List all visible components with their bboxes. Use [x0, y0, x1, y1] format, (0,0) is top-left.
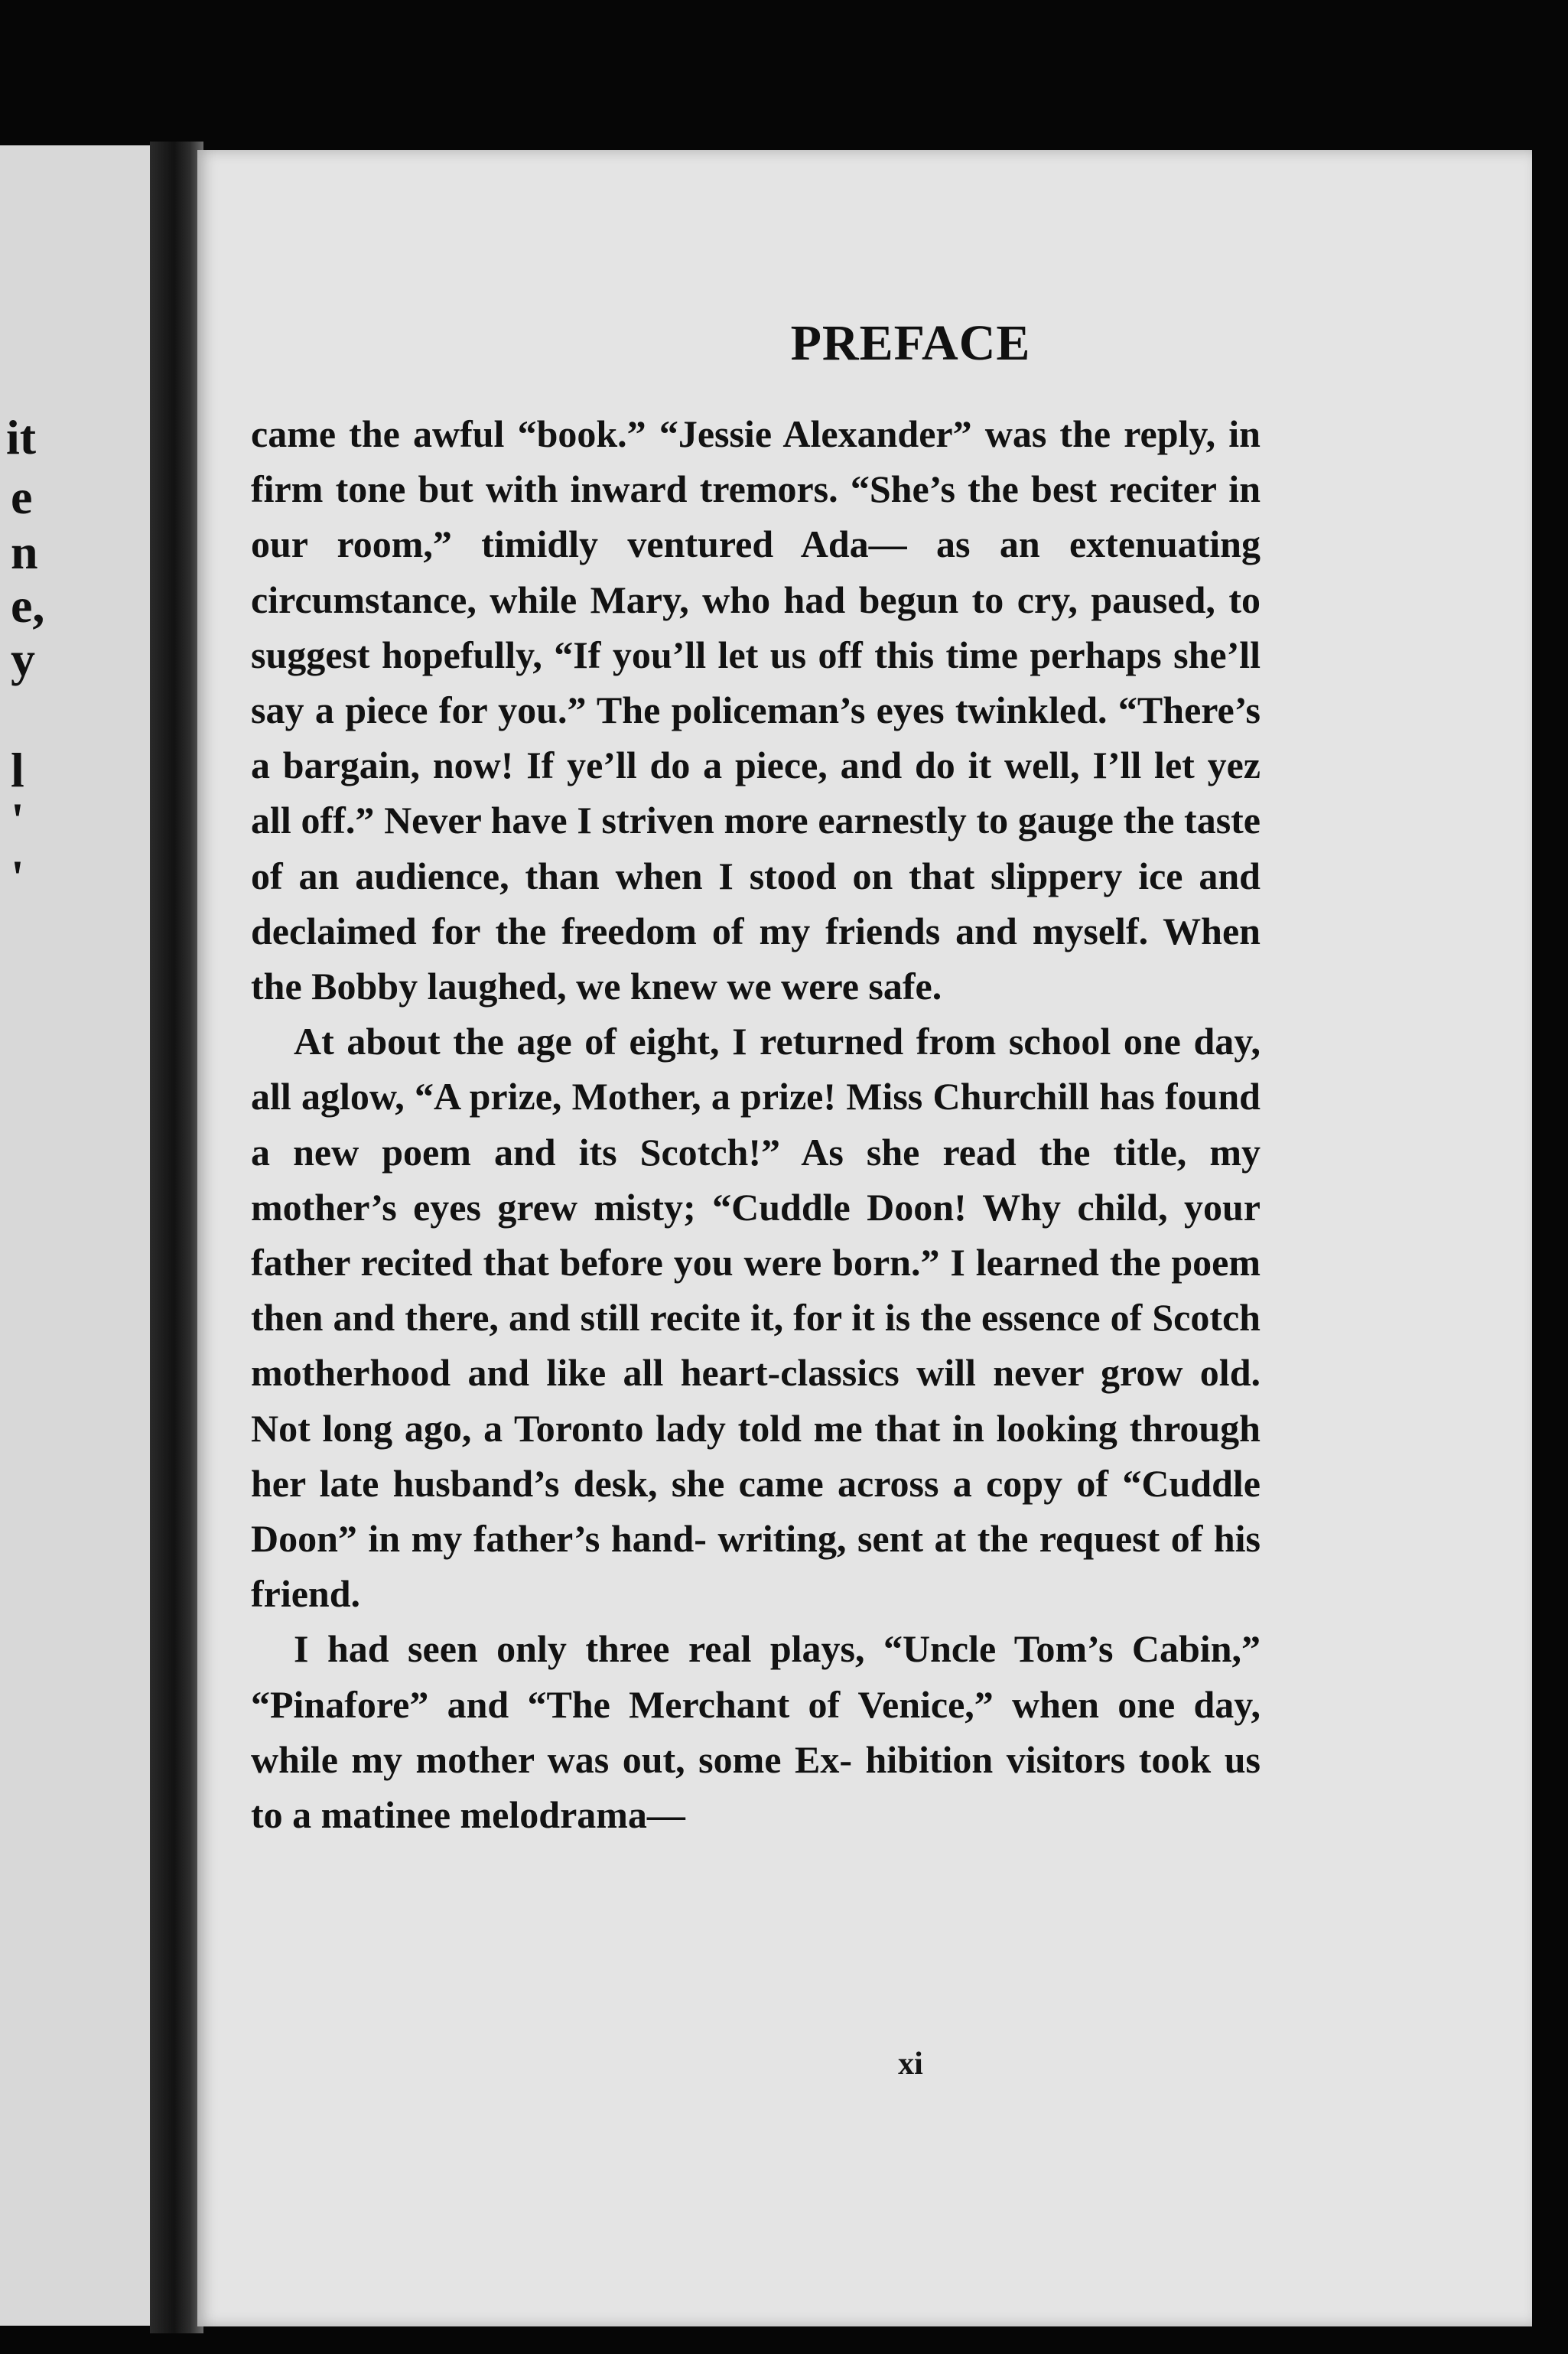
left-page-fragment: '	[11, 850, 24, 904]
left-page-fragment: it	[6, 410, 37, 464]
left-page-edge	[0, 145, 157, 2326]
body-text	[251, 406, 1261, 1842]
book-page	[197, 150, 1532, 2326]
left-page-fragment: y	[11, 632, 35, 686]
page-heading: PREFACE	[790, 315, 1031, 371]
left-page-fragment: e,	[11, 578, 45, 633]
left-page-fragment: n	[11, 525, 38, 579]
paragraph-3: I had seen only three real plays, “Uncle Tom’s Cabin,” “Pinafore” and “The Merchant of Venice,” when one day, while my mother was out, some Ex- hibition visitors took us to a matinee melodrama—	[251, 1627, 1261, 1837]
page-number: xi	[898, 2046, 923, 2082]
paragraph-2: At about the age of eight, I returned from school one day, all aglow, “A prize, Mother, a prize! Miss Churchill has found a new poem and its Scotch!” As she read the title, my mother’s eyes grew misty; “Cuddle Doon! Why child, your father recited that before you were born.” I learned the poem then and there, and still recite it, for it is the essence of Scotch motherhood and like all heart-classics will never grow old. Not long ago, a Toronto lady told me that in looking through her late husband’s desk, she came across a copy of “Cuddle Doon” in my father’s hand- writing, sent at the request of his friend.	[251, 1020, 1261, 1616]
left-page-fragment: '	[11, 793, 24, 847]
paragraph-1: came the awful “book.” “Jessie Alexander” was the reply, in firm tone but with inward tremors. “She’s the best reciter in our room,” timidly ventured Ada— as an extenuating circumstance, while Mary, who had begun to cry, paused, to suggest hopefully, “If you’ll let us off this time perhaps she’ll say a piece for you.” The policeman’s eyes twinkled. “There’s a bargain, now! If ye’ll do a piece, and do it well, I’ll let yez all off.” Never have I striven more earnestly to gauge the taste of an audience, than when I stood on that slippery ice and declaimed for the freedom of my friends and myself. When the Bobby laughed, we knew we were safe.	[251, 412, 1261, 1008]
book-gutter	[150, 142, 203, 2333]
left-page-fragment: l	[11, 743, 24, 797]
left-page-fragment: e	[11, 470, 33, 524]
